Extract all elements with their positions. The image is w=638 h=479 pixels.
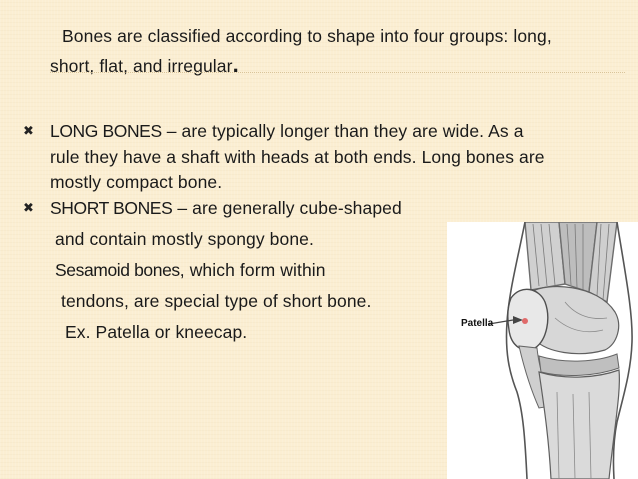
intro-line-2 bbox=[50, 54, 239, 77]
intro-line-2-period: . bbox=[232, 52, 239, 77]
patella-marker bbox=[522, 318, 528, 324]
long-bones-line-2: rule they have a shaft with heads at both ends. Long bones are bbox=[50, 147, 545, 167]
intro-line-1: Bones are classified according to shape into four groups: long, bbox=[62, 26, 552, 46]
short-bones-line-2: and contain mostly spongy bone. bbox=[55, 229, 314, 249]
long-bones-term: LONG BONES bbox=[50, 121, 162, 141]
sesamoid-line-1 bbox=[55, 259, 326, 281]
short-bones-desc: – are generally cube-shaped bbox=[172, 198, 402, 218]
short-bones-line-1 bbox=[50, 197, 402, 219]
sesamoid-desc: , which form within bbox=[179, 260, 326, 280]
x-bullet-icon: ✖ bbox=[23, 123, 34, 138]
patella-label: Patella bbox=[461, 318, 494, 329]
short-bones-term: SHORT BONES bbox=[50, 198, 173, 218]
divider bbox=[50, 72, 625, 73]
sesamoid-line-3: Ex. Patella or kneecap. bbox=[65, 322, 248, 342]
long-bones-line-3: mostly compact bone. bbox=[50, 172, 223, 192]
intro-line-2-text: short, flat, and irregular bbox=[50, 56, 233, 76]
long-bones-desc: – are typically longer than they are wide. As a bbox=[161, 121, 524, 141]
knee-drawing bbox=[447, 222, 638, 479]
sesamoid-line-2: tendons, are special type of short bone. bbox=[61, 291, 372, 311]
long-bones-line-1 bbox=[50, 120, 524, 142]
knee-illustration bbox=[447, 222, 638, 479]
x-bullet-icon: ✖ bbox=[23, 200, 34, 215]
sesamoid-term: Sesamoid bones bbox=[55, 260, 180, 280]
